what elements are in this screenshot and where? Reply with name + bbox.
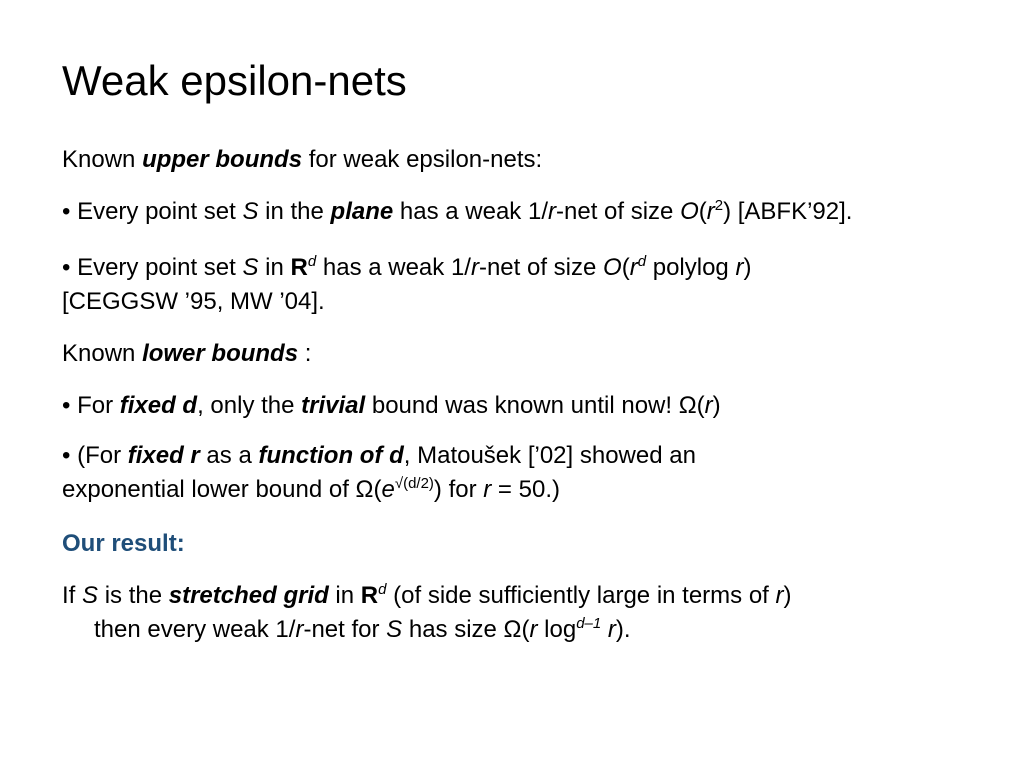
text: • For — [62, 392, 120, 419]
text: ) for — [433, 476, 484, 503]
citation: [CEGGSW ’95, MW ’04]. — [62, 288, 325, 315]
bullet-plane — [62, 195, 852, 229]
line — [62, 439, 696, 473]
bullet-fixed-d — [62, 389, 721, 423]
text: ( — [621, 254, 630, 281]
text: has size Ω( — [402, 616, 530, 643]
math-var: O — [680, 198, 699, 225]
math-var: r — [706, 198, 715, 225]
text: = 50.) — [491, 476, 560, 503]
bullet-rd — [62, 251, 751, 319]
text: in the — [258, 198, 331, 225]
math-var: S — [82, 582, 99, 609]
text: ) [ABFK’92]. — [723, 198, 853, 225]
text: exponential lower bound of Ω( — [62, 476, 382, 503]
text: ). — [615, 616, 631, 643]
emphasis: trivial — [301, 392, 366, 419]
emphasis: upper bounds — [142, 146, 303, 173]
result-statement — [62, 579, 792, 647]
upper-bounds-intro — [62, 143, 542, 177]
superscript: 2 — [714, 197, 724, 214]
math-var: r — [295, 616, 304, 643]
math-var: e — [381, 476, 395, 503]
text: ( — [698, 198, 707, 225]
text: has a weak 1/ — [393, 198, 548, 225]
line — [62, 579, 792, 613]
math-var: O — [603, 254, 622, 281]
line — [62, 473, 696, 507]
emphasis: function of d — [258, 442, 404, 469]
text: as a — [199, 442, 259, 469]
text: Known — [62, 146, 143, 173]
emphasis: stretched grid — [168, 582, 329, 609]
superscript: d — [378, 581, 387, 598]
text: then every weak 1/ — [94, 616, 296, 643]
text: for weak epsilon-nets: — [302, 146, 543, 173]
superscript: d — [637, 253, 647, 270]
text: : — [298, 340, 312, 367]
emphasis: fixed r — [127, 442, 200, 469]
text: -net of size — [556, 198, 681, 225]
math-var: r — [704, 392, 713, 419]
text: in — [258, 254, 291, 281]
math-bold: R — [290, 254, 308, 281]
text: -net for — [303, 616, 387, 643]
math-var: S — [242, 254, 259, 281]
lower-bounds-intro — [62, 337, 311, 371]
result-heading: Our result: — [62, 530, 185, 557]
superscript: d — [307, 253, 317, 270]
text: -net of size — [478, 254, 604, 281]
math-bold: R — [360, 582, 379, 609]
text: ) — [743, 254, 752, 281]
line — [62, 251, 751, 285]
text: polylog — [646, 254, 736, 281]
text: ) — [712, 392, 721, 419]
text: , only the — [197, 392, 302, 419]
emphasis: plane — [330, 198, 394, 225]
text: has a weak 1/ — [316, 254, 471, 281]
text: ) — [783, 582, 792, 609]
emphasis: lower bounds — [142, 340, 299, 367]
math-var: S — [242, 198, 259, 225]
math-var: r — [483, 476, 492, 503]
text: • Every point set — [62, 198, 243, 225]
math-var: r — [601, 616, 616, 643]
superscript: d–1 — [576, 615, 602, 632]
math-var: r — [629, 254, 638, 281]
math-var: S — [386, 616, 403, 643]
text: bound was known until now! Ω( — [365, 392, 705, 419]
math-var: r — [775, 582, 784, 609]
math-var: r — [548, 198, 556, 225]
math-var: r — [735, 254, 744, 281]
math-var: r — [529, 616, 538, 643]
slide-title: Weak epsilon-nets — [62, 57, 407, 104]
text: is the — [98, 582, 169, 609]
text: • (For — [62, 442, 128, 469]
superscript: √(d/2) — [394, 475, 434, 492]
text: Known — [62, 340, 143, 367]
text: log — [537, 616, 577, 643]
text: • Every point set — [62, 254, 243, 281]
emphasis: fixed d — [119, 392, 198, 419]
text: , Matoušek [’02] showed an — [403, 442, 696, 469]
text: If — [62, 582, 83, 609]
math-var: r — [470, 254, 479, 281]
text: (of side sufficiently large in terms of — [386, 582, 776, 609]
bullet-fixed-r — [62, 439, 696, 507]
line — [62, 613, 792, 647]
text: in — [328, 582, 361, 609]
